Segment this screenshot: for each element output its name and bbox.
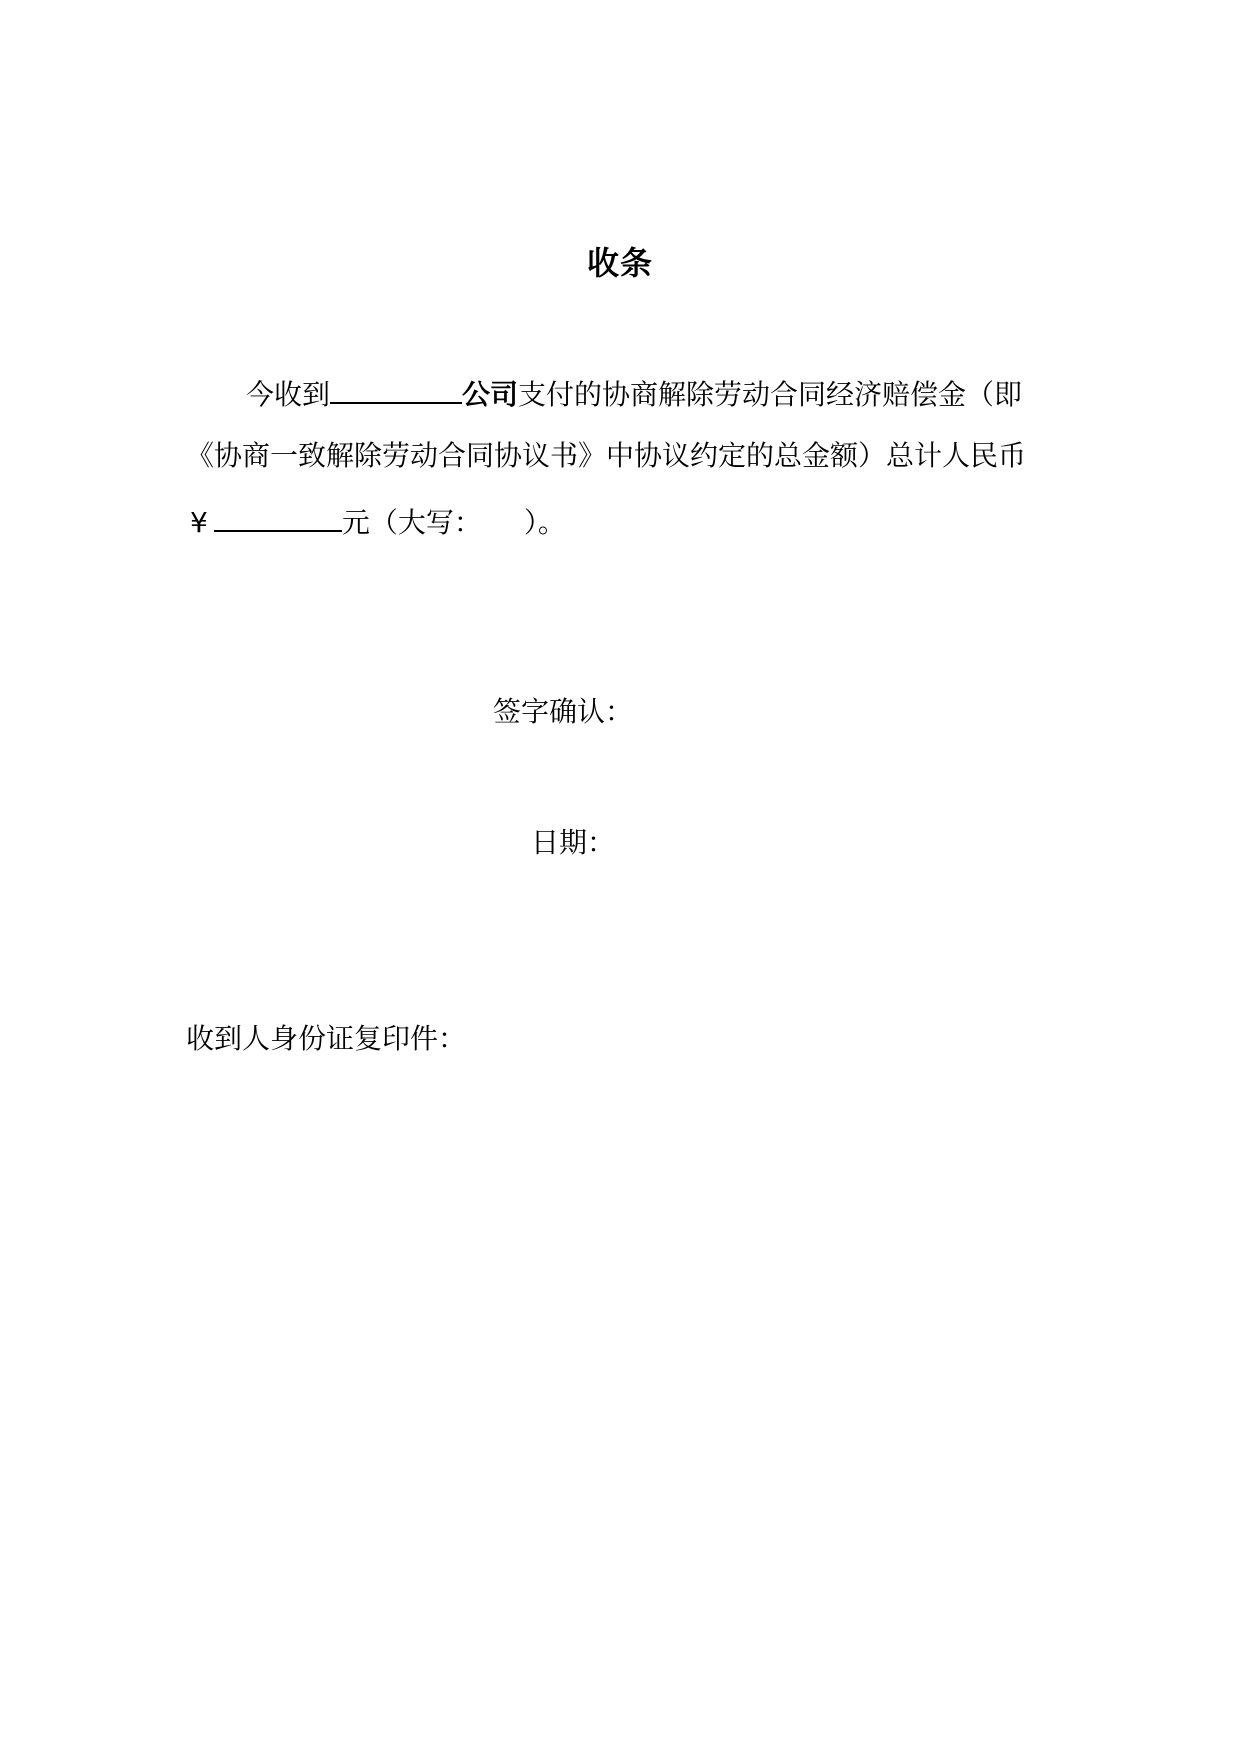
receipt-text-line-3 (190, 500, 566, 543)
date-label: 日期： (531, 826, 616, 859)
receipt-line-2: 《协商一致解除劳动合同协议书》中协议约定的总金额）总计人民币 (186, 439, 1027, 472)
amount-blank (214, 500, 342, 532)
signature-label: 签字确认： (493, 695, 634, 728)
company-name-blank (330, 372, 462, 404)
receipt-text-line-1 (246, 372, 1022, 415)
document-title: 收条 (586, 244, 653, 282)
company-suffix: 公司 (462, 378, 519, 411)
amount-unit: 元（大写： (341, 506, 482, 539)
receipt-line-1-rest: 支付的协商解除劳动合同经济赔偿金（即 (518, 378, 1023, 411)
receipt-closing: ）。 (523, 506, 566, 539)
id-copy-label: 收到人身份证复印件： (186, 1022, 467, 1055)
receipt-prefix: 今收到 (246, 378, 331, 411)
receipt-text-line-2 (186, 436, 1026, 476)
currency-symbol: ¥ (190, 506, 208, 539)
